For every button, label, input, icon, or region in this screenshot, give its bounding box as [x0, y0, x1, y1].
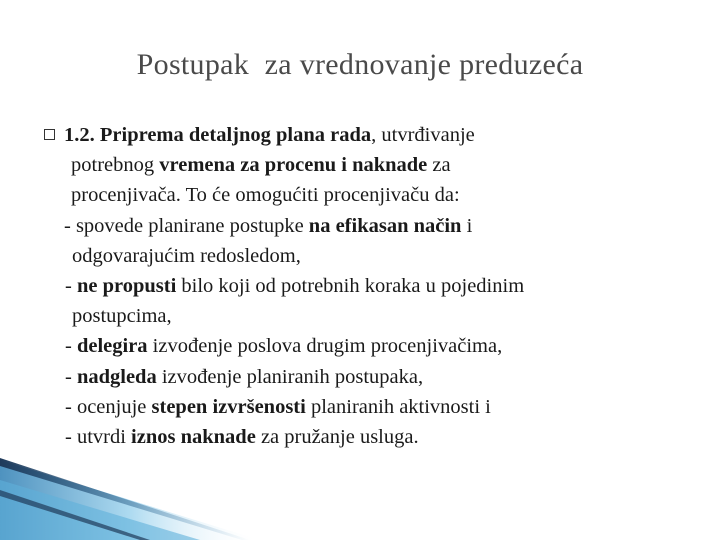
text-run: procenjivača. To će omogućiti procenjivaču da: — [71, 184, 460, 207]
text-run: - spovede planirane postupke — [64, 214, 309, 237]
text-run-bold: nadgleda — [76, 365, 157, 388]
deco-wave-mid — [0, 480, 200, 540]
text-run-bold: na efikasan način — [308, 214, 462, 237]
square-bullet-icon — [44, 129, 55, 140]
list-item-5 — [44, 392, 684, 422]
text-run: planiranih aktivnosti i — [305, 395, 491, 418]
text-run: postupcima, — [72, 305, 172, 328]
text-run-bold: vremena za procenu i naknade — [159, 154, 428, 177]
text-run: - ocenjuje — [65, 395, 152, 418]
text-run-bold: ne propusti — [76, 275, 177, 298]
list-item-1-cont — [44, 241, 684, 271]
text-run: za pružanje usluga. — [255, 426, 419, 449]
slide-title: Postupak za vrednovanje preduzeća — [136, 48, 584, 81]
bullet-heading: 1.2. Priprema detaljnog plana rada — [64, 124, 372, 146]
text-run: bilo koji od potrebnih koraka u pojedinim — [176, 275, 525, 298]
text-run-bold: delegira — [76, 335, 148, 358]
text-run: - — [65, 335, 77, 358]
text-run: izvođenje poslova drugim procenjivačima, — [147, 335, 503, 358]
bullet-line-3 — [44, 180, 684, 210]
bullet-line-2 — [44, 150, 684, 180]
corner-decoration — [0, 440, 720, 540]
text-run: za — [427, 154, 451, 177]
list-item-3 — [44, 331, 684, 361]
list-item-2-cont — [44, 301, 684, 331]
content-body — [44, 120, 684, 452]
bullet-heading-rest: , utvrđivanje — [371, 124, 475, 146]
text-run: izvođenje planiranih postupaka, — [156, 365, 424, 388]
text-run: - — [65, 365, 77, 388]
list-item-1 — [44, 211, 684, 241]
text-run: - utvrdi — [65, 426, 132, 449]
list-item-2 — [44, 271, 684, 301]
text-run: - — [65, 275, 77, 298]
text-run: i — [461, 214, 473, 237]
list-item-4 — [44, 362, 684, 392]
text-run: odgovarajućim redosledom, — [72, 244, 301, 267]
text-run-bold: iznos naknade — [131, 426, 256, 449]
text-run-bold: stepen izvršenosti — [151, 395, 306, 418]
bullet-line — [44, 120, 684, 150]
text-run: potrebnog — [71, 154, 160, 177]
